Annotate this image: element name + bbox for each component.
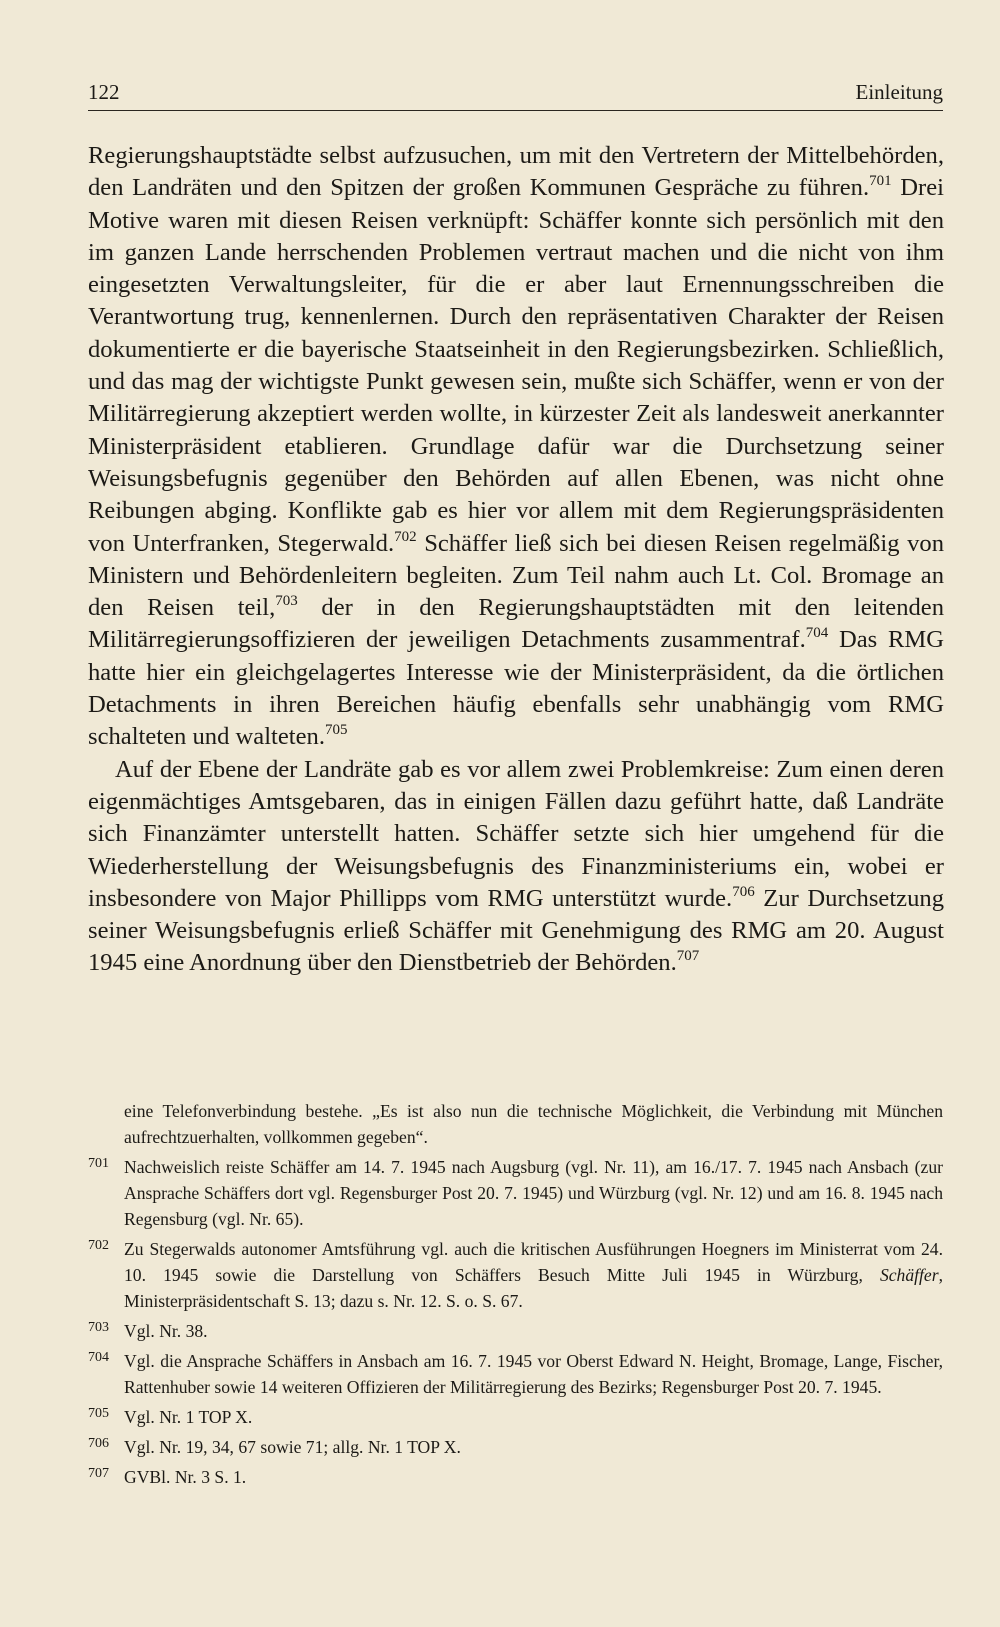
footnote-707 bbox=[88, 1464, 943, 1490]
footnote-number: 703 bbox=[88, 1320, 109, 1335]
footnote-text: Vgl. Nr. 19, 34, 67 sowie 71; allg. Nr. 1 TOP X. bbox=[124, 1437, 461, 1457]
footnote-number: 707 bbox=[88, 1466, 109, 1481]
paragraph-2 bbox=[88, 754, 944, 980]
footnote-702 bbox=[88, 1236, 943, 1314]
text-run: Das RMG hatte hier ein gleichgelagertes Interesse wie der Ministerpräsident, da die örtlichen Detachments in ihren Bereichen häufig ebenfalls sehr unabhängig vom RMG schalteten und walteten. bbox=[88, 626, 944, 751]
footnote-continuation: eine Telefonverbindung bestehe. „Es ist also nun die technische Möglichkeit, die Verbindung mit München aufrechtzuerhalten, vollkommen gegeben“. bbox=[124, 1101, 943, 1147]
footnote-ref-706: 706 bbox=[732, 883, 755, 900]
footnote-705 bbox=[88, 1404, 943, 1430]
footnote-706 bbox=[88, 1434, 943, 1460]
body-text bbox=[88, 140, 944, 980]
footnote-701 bbox=[88, 1154, 943, 1232]
footnote-ref-701: 701 bbox=[869, 173, 892, 190]
footnote-number: 701 bbox=[88, 1156, 109, 1171]
footnote-text: Vgl. Nr. 38. bbox=[124, 1321, 208, 1341]
footnote-703 bbox=[88, 1318, 943, 1344]
page-number: 122 bbox=[88, 80, 120, 104]
footnotes bbox=[88, 1098, 943, 1494]
footnote-text: Nachweislich reiste Schäffer am 14. 7. 1945 nach Augsburg (vgl. Nr. 11), am 16./17. 7. 1945 nach Ansbach (zur Ansprache Schäffers dort vgl. Regensburger Post 20. 7. 1945) und Würzburg (vgl. Nr. 12) und am 16. 8. 1945 nach Regensburg (vgl. Nr. 65). bbox=[124, 1157, 943, 1229]
text-run: Auf der Ebene der Landräte gab es vor allem zwei Problemkreise: Zum einen deren eigenmächtiges Amtsgebaren, das in einigen Fällen dazu geführt hatte, daß Landräte sich Finanzämter unterstellt hatten. Schäffer setzte sich hier umgehend für die Wiederherstellung der Weisungsbefugnis des Finanzministeriums ein, wobei er insbesondere von Major Phillipps vom RMG unterstützt wurde. bbox=[88, 755, 944, 912]
footnote-number: 704 bbox=[88, 1350, 109, 1365]
paragraph-1 bbox=[88, 140, 944, 754]
text-run: , Ministerpräsidentschaft S. 13; dazu s. Nr. 12. S. o. S. 67. bbox=[124, 1265, 943, 1311]
running-head: Einleitung bbox=[855, 80, 943, 104]
footnote-number: 705 bbox=[88, 1406, 109, 1421]
footnote-ref-702: 702 bbox=[394, 528, 417, 545]
footnote-number: 706 bbox=[88, 1436, 109, 1451]
footnote-text: Vgl. Nr. 1 TOP X. bbox=[124, 1407, 253, 1427]
footnote-ref-705: 705 bbox=[324, 722, 348, 739]
text-run: Drei Motive waren mit diesen Reisen verknüpft: Schäffer konnte sich persönlich mit den im ganzen Lande herrschenden Problemen vertraut machen und die nicht von ihm eingesetzten Verwaltungsleiter, für die er aber laut Ernennungsschreiben die Verantwortung trug, kennenlernen. Durch den repräsentativen Charakter der Reisen dokumentierte er die bayerische Staatseinheit in den Regierungsbezirken. Schließlich, und das mag der wichtigste Punkt gewesen sein, mußte sich Schäffer, wenn er von der Militärregierung akzeptiert werden wollte, in kürzester Zeit als landesweit anerkannter Ministerpräsident etablieren. Grundlage dafür war die Durchsetzung seiner Weisungsbefugnis gegenüber den Behörden auf allen Ebenen, was nicht ohne Reibungen abging. Konflikte gab es hier vor allem mit dem Regierungspräsidenten von Unterfranken, Stegerwald. bbox=[88, 174, 944, 557]
text-run: Zu Stegerwalds autonomer Amtsführung vgl. auch die kritischen Ausführungen Hoegners im Ministerrat vom 24. 10. 1945 sowie die Darstellung von Schäffers Besuch Mitte Juli 1945 in Würzburg, bbox=[124, 1239, 943, 1285]
footnote-text bbox=[124, 1236, 943, 1314]
footnote-number: 702 bbox=[88, 1238, 109, 1253]
footnote-text: Vgl. die Ansprache Schäffers in Ansbach am 16. 7. 1945 vor Oberst Edward N. Height, Bromage, Lange, Fischer, Rattenhuber sowie 14 weiteren Offizieren der Militärregierung des Bezirks; Regensburger Post 20. 7. 1945. bbox=[124, 1351, 943, 1397]
text-run: Regierungshauptstädte selbst aufzusuchen, um mit den Vertretern der Mittelbehörden, den Landräten und den Spitzen der großen Kommunen Gespräche zu führen. bbox=[88, 142, 944, 202]
italic-author: Schäffer bbox=[879, 1265, 939, 1285]
text-run: Schäffer ließ sich bei diesen Reisen regelmäßig von Ministern und Behördenleitern begleiten. Zum Teil nahm auch Lt. Col. Bromage an den Reisen teil, bbox=[88, 529, 944, 622]
footnote-ref-707: 707 bbox=[676, 948, 700, 965]
text-run: Zur Durchsetzung seiner Weisungsbefugnis erließ Schäffer mit Genehmigung des RMG am 20. August 1945 eine Anordnung über den Dienstbetrieb der Behörden. bbox=[88, 884, 944, 977]
footnote-ref-704: 704 bbox=[805, 625, 829, 642]
footnote-ref-703: 703 bbox=[275, 593, 298, 610]
footnote-704 bbox=[88, 1348, 943, 1400]
page-header bbox=[88, 76, 943, 111]
text-run: der in den Regierungshauptstädten mit den leitenden Militärregierungsoffizieren der jeweiligen Detachments zusammentraf. bbox=[88, 594, 945, 654]
footnote-text: GVBl. Nr. 3 S. 1. bbox=[124, 1467, 247, 1487]
